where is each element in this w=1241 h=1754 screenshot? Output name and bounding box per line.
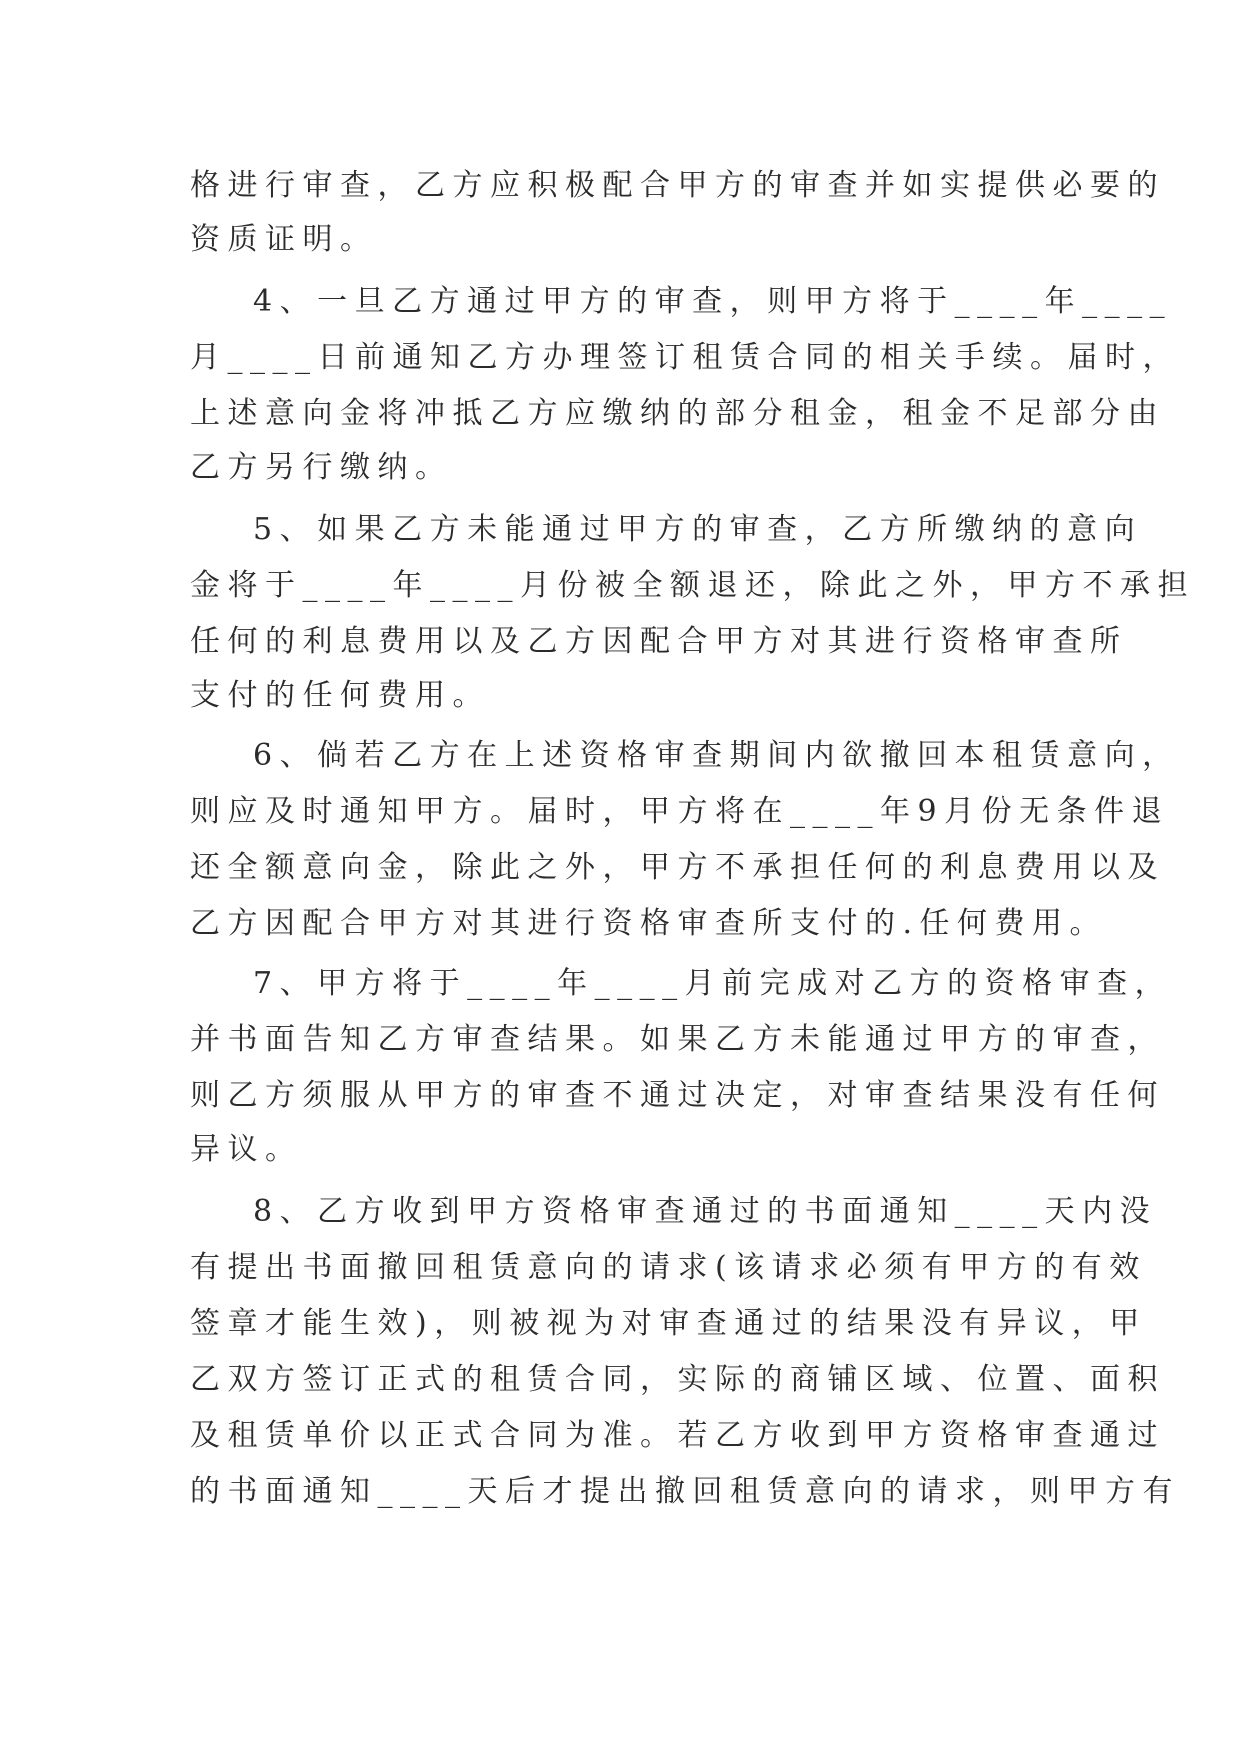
paragraph-4-line-1: 4、一旦乙方通过甲方的审查，则甲方将于____年____ — [253, 284, 1173, 319]
text-line-1: 格进行审查，乙方应积极配合甲方的审查并如实提供必要的 — [190, 168, 1165, 203]
paragraph-8-line-5: 及租赁单价以正式合同为准。若乙方收到甲方资格审查通过 — [190, 1418, 1165, 1453]
paragraph-4-line-3: 上述意向金将冲抵乙方应缴纳的部分租金，租金不足部分由 — [190, 396, 1165, 431]
paragraph-8-line-6: 的书面通知____天后才提出撤回租赁意向的请求，则甲方有 — [190, 1474, 1180, 1509]
paragraph-8-line-2: 有提出书面撤回租赁意向的请求(该请求必须有甲方的有效 — [190, 1250, 1147, 1285]
paragraph-7-line-1: 7、甲方将于____年____月前完成对乙方的资格审查， — [253, 966, 1173, 1001]
paragraph-4-line-4: 乙方另行缴纳。 — [190, 450, 453, 485]
paragraph-7-line-3: 则乙方须服从甲方的审查不通过决定，对审查结果没有任何 — [190, 1078, 1165, 1113]
paragraph-8-line-1: 8、乙方收到甲方资格审查通过的书面通知____天内没 — [253, 1194, 1158, 1229]
paragraph-6-line-1: 6、倘若乙方在上述资格审查期间内欲撤回本租赁意向， — [253, 738, 1180, 773]
text-line-2: 资质证明。 — [190, 222, 378, 257]
paragraph-5-line-4: 支付的任何费用。 — [190, 678, 490, 713]
paragraph-5-line-2: 金将于____年____月份被全额退还，除此之外，甲方不承担 — [190, 568, 1195, 603]
paragraph-7-line-4: 异议。 — [190, 1132, 303, 1167]
paragraph-8-line-3: 签章才能生效)，则被视为对审查通过的结果没有异议，甲 — [190, 1306, 1147, 1341]
paragraph-5-line-3: 任何的利息费用以及乙方因配合甲方对其进行资格审查所 — [190, 624, 1128, 659]
paragraph-6-line-4: 乙方因配合甲方对其进行资格审查所支付的.任何费用。 — [190, 906, 1108, 941]
paragraph-5-line-1: 5、如果乙方未能通过甲方的审查，乙方所缴纳的意向 — [253, 512, 1143, 547]
paragraph-4-line-2: 月____日前通知乙方办理签订租赁合同的相关手续。届时， — [190, 340, 1180, 375]
paragraph-6-line-3: 还全额意向金，除此之外，甲方不承担任何的利息费用以及 — [190, 850, 1165, 885]
paragraph-8-line-4: 乙双方签订正式的租赁合同，实际的商铺区域、位置、面积 — [190, 1362, 1165, 1397]
paragraph-6-line-2: 则应及时通知甲方。届时，甲方将在____年9月份无条件退 — [190, 794, 1170, 829]
paragraph-7-line-2: 并书面告知乙方审查结果。如果乙方未能通过甲方的审查， — [190, 1022, 1165, 1057]
